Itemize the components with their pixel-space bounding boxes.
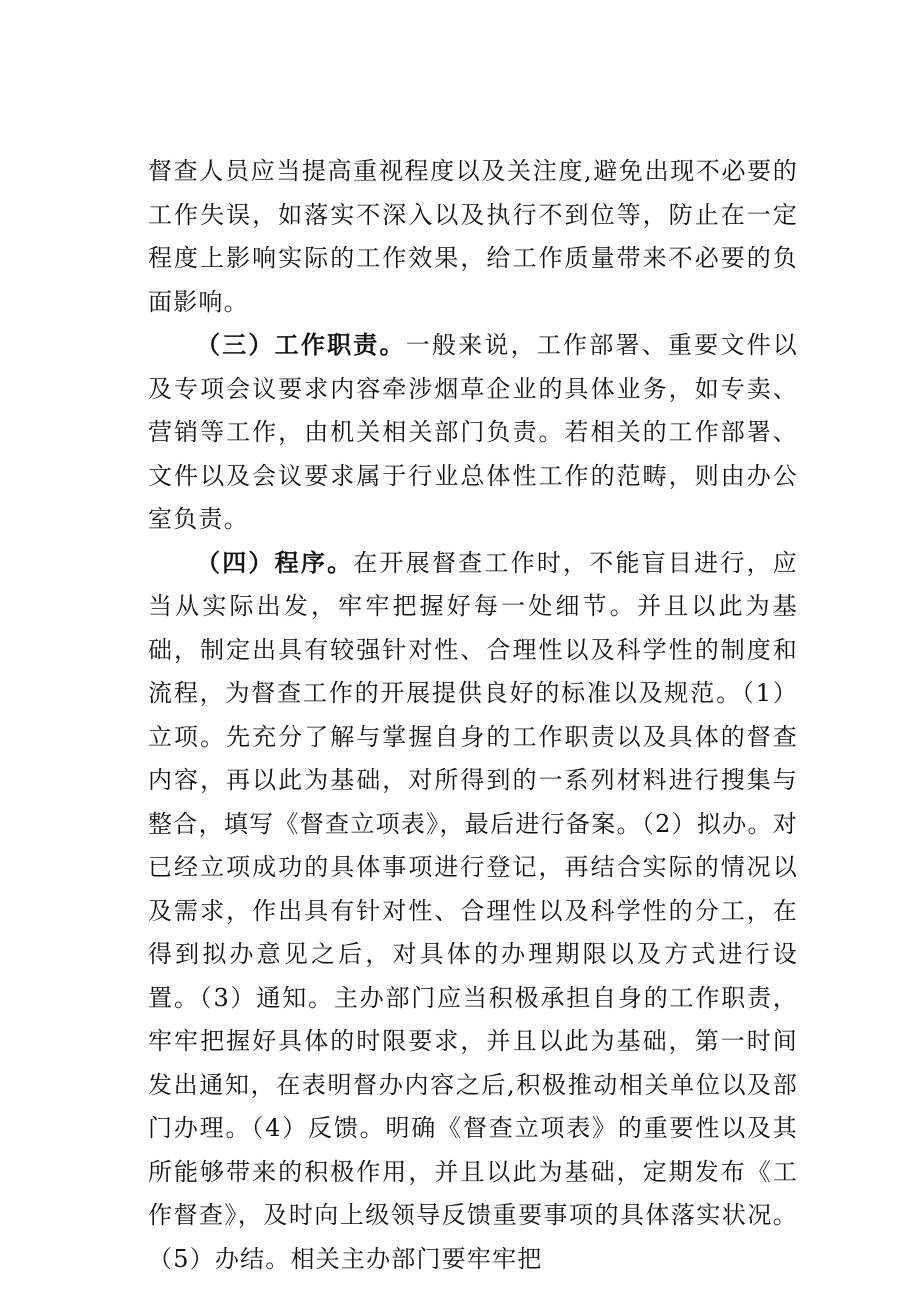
paragraph-1-text: 督查人员应当提高重视程度以及关注度,避免出现不必要的工作失误，如落实不深入以及执行不到位等，防止在一定程度上影响实际的工作效果，给工作质量带来不必要的负面影响。: [148, 157, 798, 316]
paragraph-2: [148, 324, 798, 542]
body-text: [148, 150, 798, 1281]
paragraph-3-text: 在开展督查工作时，不能盲目进行，应当从实际出发，牢牢把握好每一处细节。并且以此为基础，制定出具有较强针对性、合理性以及科学性的制度和流程，为督查工作的开展提供良好的标准以及规范。（1）立项。先充分了解与掌握自身的工作职责以及具体的督查内容，再以此为基础，对所得到的一系列材料进行搜集与整合，填写《督查立项表》，最后进行备案。（2）拟办。对已经立项成功的具体事项进行登记，再结合实际的情况以及需求，作出具有针对性、合理性以及科学性的分工，在得到拟办意见之后，对具体的办理期限以及方式进行设置。（3）通知。主办部门应当积极承担自身的工作职责，牢牢把握好具体的时限要求，并且以此为基础，第一时间发出通知，在表明督办内容之后,积极推动相关单位以及部门办理。（4）反馈。明确《督查立项表》的重要性以及其所能够带来的积极作用，并且以此为基础，定期发布《工作督查》，及时向上级领导反馈重要事项的具体落实状况。（5）办结。相关主办部门要牢牢把: [148, 548, 798, 1273]
paragraph-2-text: 一般来说，工作部署、重要文件以及专项会议要求内容牵涉烟草企业的具体业务，如专卖、营销等工作，由机关相关部门负责。若相关的工作部署、文件以及会议要求属于行业总体性工作的范畴，则由办公室负责。: [148, 331, 798, 533]
paragraph-3: [148, 542, 798, 1282]
paragraph-1: [148, 150, 798, 324]
section-heading-work-duties: （三）工作职责。: [196, 331, 406, 359]
section-heading-procedure: （四）程序。: [196, 548, 354, 577]
